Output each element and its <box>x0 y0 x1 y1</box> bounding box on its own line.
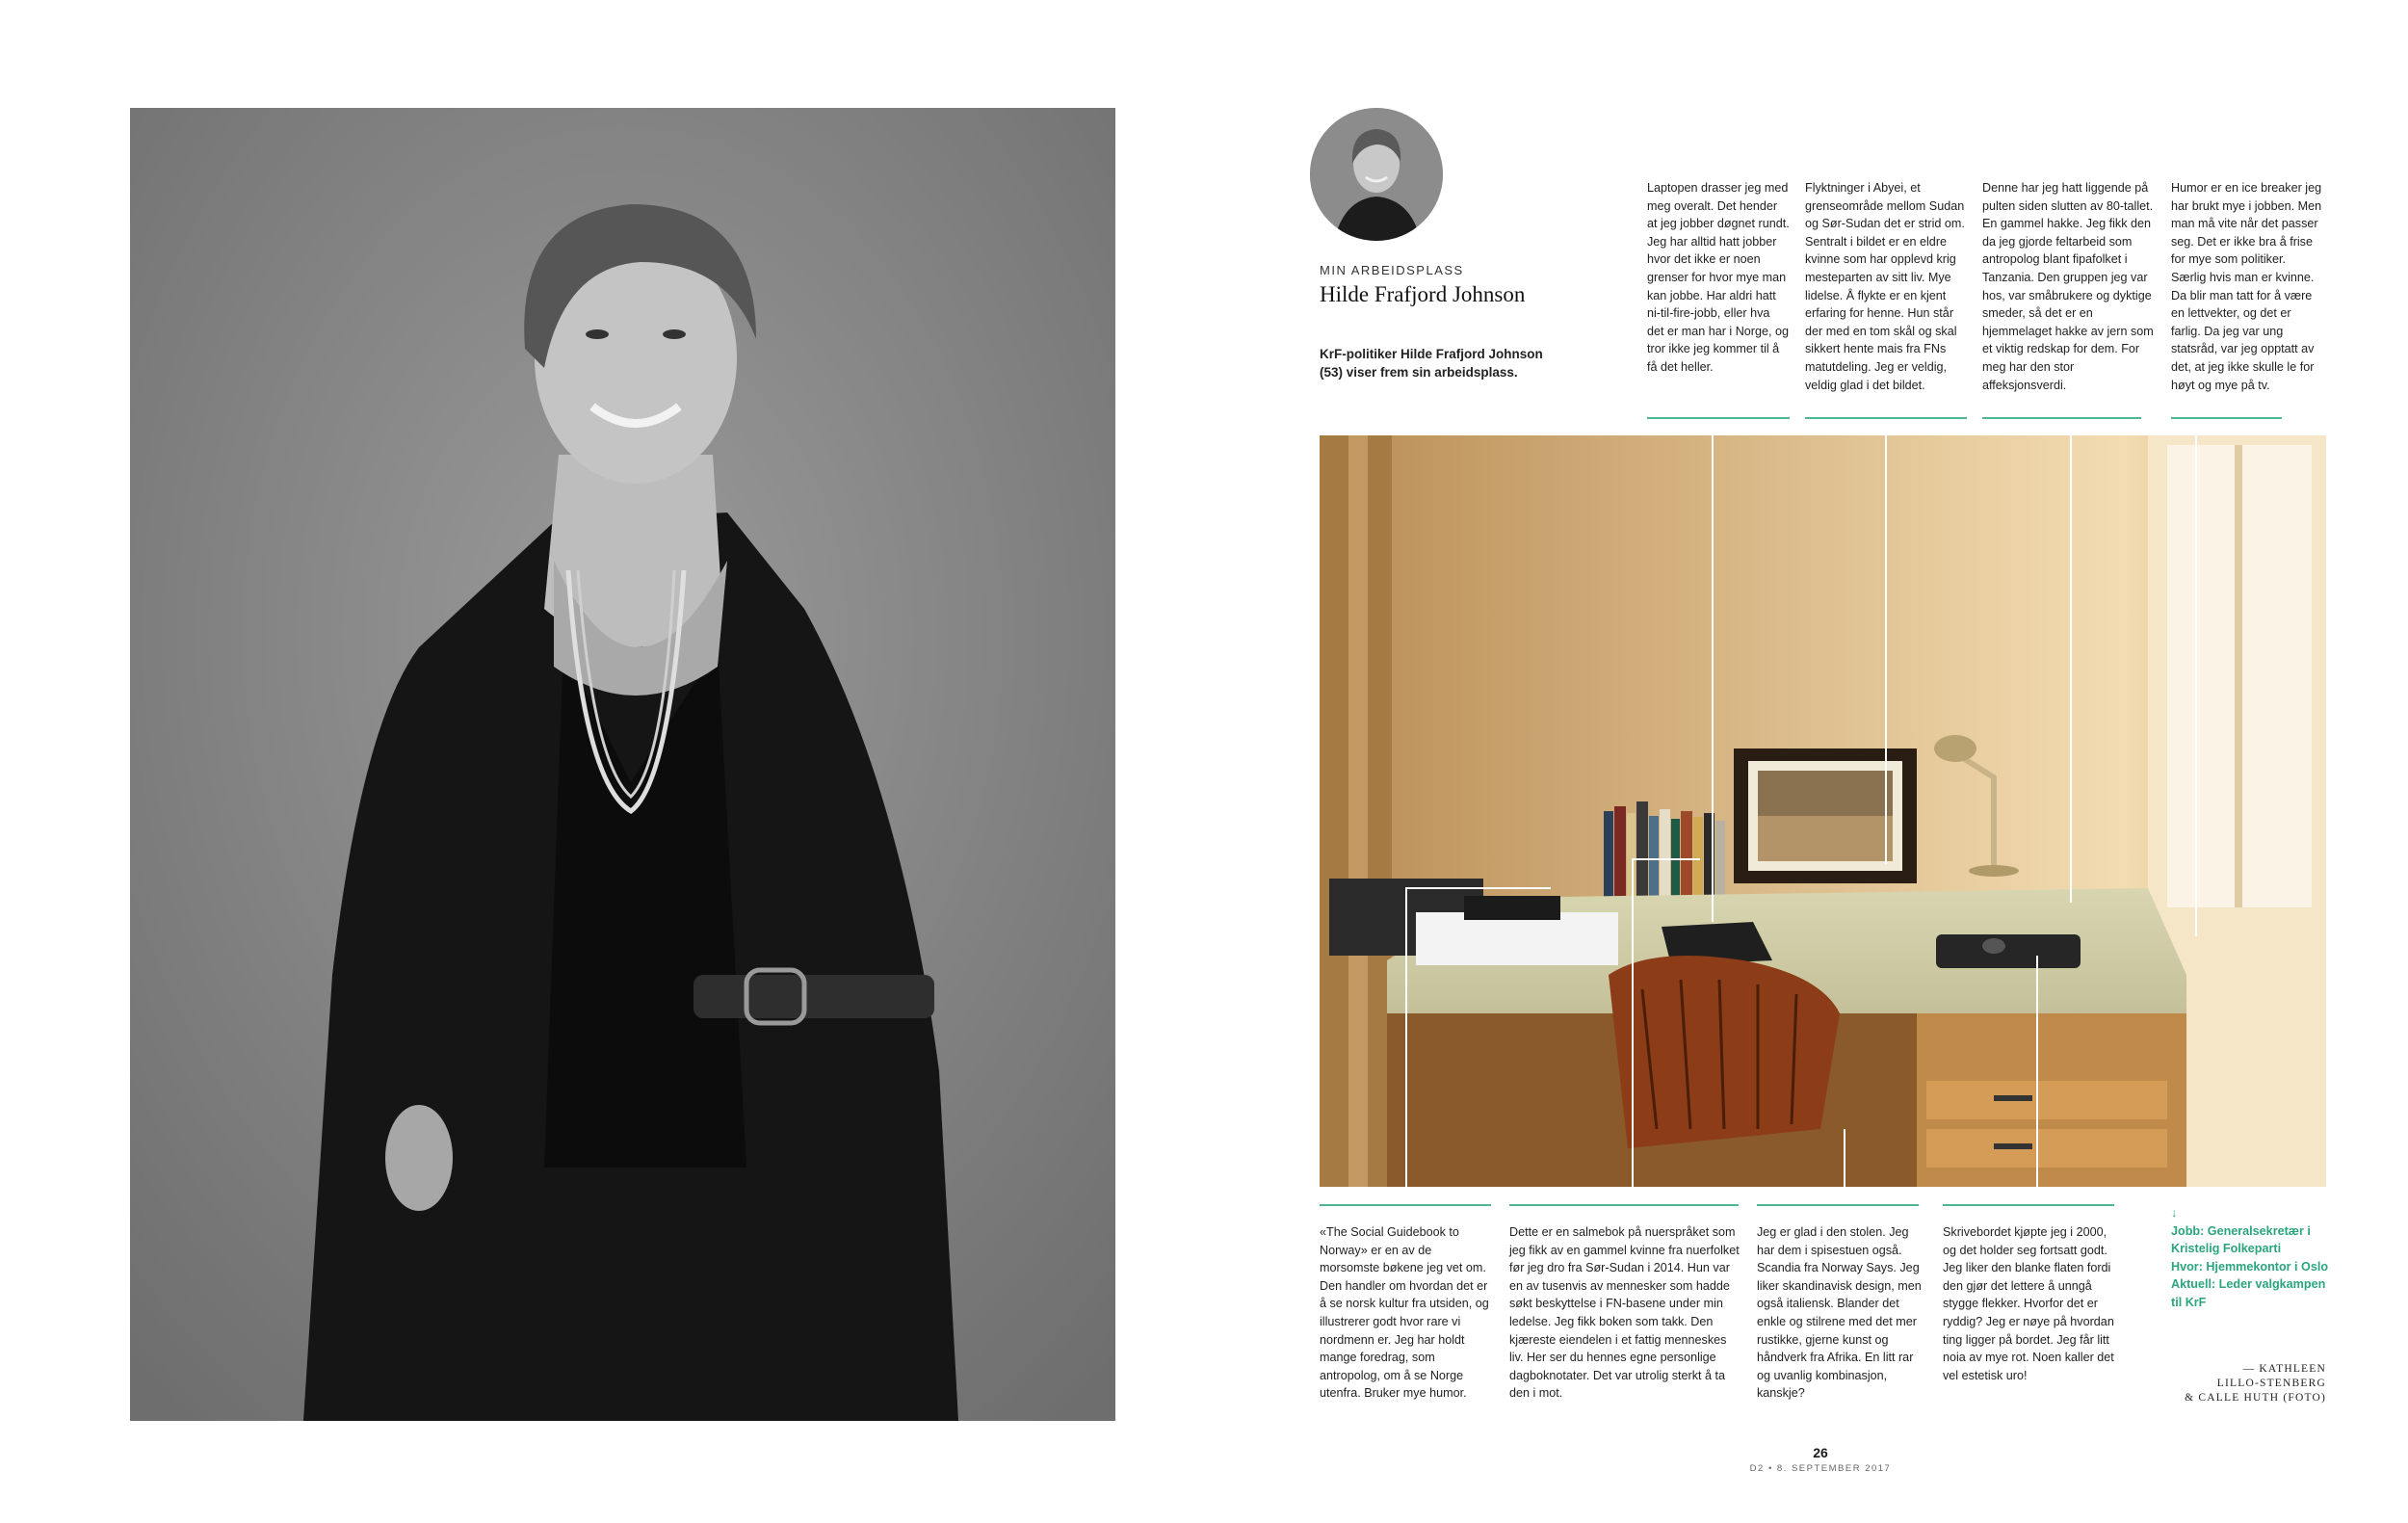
column-rule <box>1647 417 1790 419</box>
issue-footer: D2 • 8. SEPTEMBER 2017 <box>1749 1463 1892 1474</box>
column-rule <box>1509 1204 1739 1206</box>
byline-line: & CALLE HUTH (FOTO) <box>2185 1392 2326 1404</box>
fact-job: Jobb: Generalsekretær i Kristelig Folkeparti <box>2171 1223 2311 1256</box>
page-title: Hilde Frafjord Johnson <box>1320 282 1526 306</box>
office-photo <box>1320 435 2326 1187</box>
column-text: «The Social Guidebook to Norway» er en av de morsomste bøkene jeg vet om. Den handler om hvordan det er å se norsk kultur fra utsiden, og illustrerer godt hvor rare vi nordmenn er. Jeg har holdt mange foredrag, som antropolog, om å se Norge utenfra. Bruker mye humor. <box>1320 1225 1489 1401</box>
column-text: Dette er en salmebok på nuerspråket som jeg fikk av en gammel kvinne fra nuerfolket før jeg dro fra Sør-Sudan i 2014. Hun var en av tusenvis av mennesker som hadde søkt beskyttelse i FN-basene under min ledelse. Jeg fikk boken som takk. Den kjæreste eiendelen i et fattig menneskes liv. Her ser du hennes egne personlige dagboknotater. Det var utrolig sterkt å ta den i mot. <box>1509 1225 1740 1401</box>
byline <box>2119 1362 2326 1405</box>
down-arrow-icon: ↓ <box>2171 1206 2178 1220</box>
text-column-desk <box>1943 1223 2114 1384</box>
column-text: Skrivebordet kjøpte jeg i 2000, og det holder seg fortsatt godt. Jeg liker den blanke flaten fordi den gjør det lettere å unngå stygge flekker. Hvorfor det er ryddig? Jeg er nøye på hvordan ting ligger på bordet. Jeg får litt noia av mye rot. Noen kaller det vel estetisk uro! <box>1943 1225 2114 1382</box>
column-rule <box>2171 417 2282 419</box>
byline-line: LILLO-STENBERG <box>2216 1378 2326 1389</box>
column-text: Flyktninger i Abyei, et grenseområde mellom Sudan og Sør-Sudan det er strid om. Sentralt i bildet er en eldre kvinne som har opplevd krig mesteparten av sitt liv. Mye lidelse. Å flykte er en kjent erfaring for henne. Hun står der med en tom skål og skal sikkert hente mais fra FNs matutdeling. Jeg er veldig, veldig glad i det bildet. <box>1805 181 1965 392</box>
column-rule <box>1943 1204 2114 1206</box>
fact-current: Aktuell: Leder valgkampen til KrF <box>2171 1277 2326 1309</box>
column-rule <box>1320 1204 1491 1206</box>
column-rule <box>1757 1204 1919 1206</box>
column-text: Humor er en ice breaker jeg har brukt mye i jobben. Men man må vite når det passer seg. Det er ikke bra å frise for mye som politiker. Særlig hvis man er kvinne. Da blir man tatt for å være en lettvekter, og det er farlig. Da jeg var ung statsråd, var jeg opptatt av det, at jeg ikke skulle le for høyt og mye på tv. <box>2171 181 2322 392</box>
text-column-chair <box>1757 1223 1923 1403</box>
page-number: 26 <box>1813 1445 1828 1460</box>
column-text: Laptopen drasser jeg med meg overalt. Det hender at jeg jobber døgnet rundt. Jeg har alltid hatt jobber hvor det ikke er noen grenser for hvor mye man kan jobbe. Har aldri hatt ni-til-fire-jobb, eller hva det er man har i Norge, og tror ikke jeg kommer til å få det heller. <box>1647 181 1790 374</box>
portrait-photo <box>130 108 1115 1421</box>
byline-line: — KATHLEEN <box>2242 1363 2326 1375</box>
text-column-laptop <box>1647 179 1790 377</box>
text-column-photo <box>1805 179 1967 394</box>
avatar <box>1310 108 1443 241</box>
text-column-humor <box>2171 179 2323 394</box>
column-rule <box>1982 417 2141 419</box>
deck-text: KrF-politiker Hilde Frafjord Johnson (53) viser frem sin arbeidsplass. <box>1320 347 1543 380</box>
section-kicker: MIN ARBEIDSPLASS <box>1320 263 1464 277</box>
column-text: Denne har jeg hatt liggende på pulten siden slutten av 80-tallet. En gammel hakke. Jeg fikk den da jeg gjorde feltarbeid som antropolog blant fipafolket i Tanzania. Den gruppen jeg var hos, var småbrukere og dyktige smeder, så det er en hjemmelaget hakke av jern som et viktig redskap for dem. For meg har den stor affeksjonsverdi. <box>1982 181 2154 392</box>
text-column-book <box>1320 1223 1493 1403</box>
fact-box <box>2171 1204 2330 1312</box>
column-rule <box>1805 417 1967 419</box>
text-column-hymnbook <box>1509 1223 1741 1403</box>
column-text: Jeg er glad i den stolen. Jeg har dem i spisestuen også. Scandia fra Norway Says. Jeg liker skandinavisk design, men også italiensk. Blander det enkle og stilrene med det mer rustikke, gjerne kunst og håndverk fra Afrika. En litt rar og uvanlig kombinasjon, kanskje? <box>1757 1225 1922 1401</box>
text-column-hoe <box>1982 179 2156 394</box>
fact-where: Hvor: Hjemmekontor i Oslo <box>2171 1259 2329 1274</box>
